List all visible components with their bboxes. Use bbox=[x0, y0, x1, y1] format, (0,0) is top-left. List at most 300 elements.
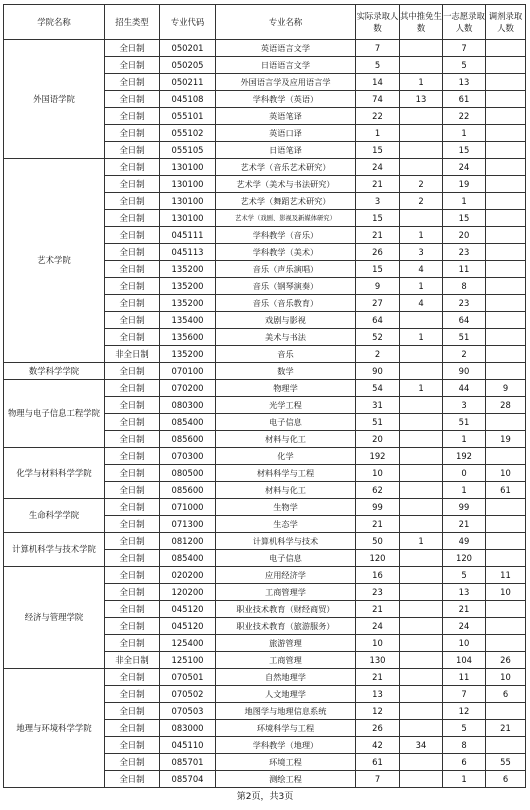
adjusted-count-cell bbox=[486, 533, 526, 550]
actual-count-cell: 192 bbox=[356, 448, 400, 465]
major-cell: 工商管理 bbox=[216, 652, 356, 669]
college-name-cell: 生命科学学院 bbox=[4, 499, 105, 533]
code-cell: 070100 bbox=[160, 363, 216, 380]
code-cell: 085400 bbox=[160, 550, 216, 567]
major-cell: 美术与书法 bbox=[216, 329, 356, 346]
first-choice-count-cell: 51 bbox=[443, 329, 486, 346]
code-cell: 050205 bbox=[160, 57, 216, 74]
college-name-cell: 计算机科学与技术学院 bbox=[4, 533, 105, 567]
first-choice-count-cell: 24 bbox=[443, 618, 486, 635]
major-cell: 英语语言文学 bbox=[216, 40, 356, 57]
adjusted-count-cell bbox=[486, 295, 526, 312]
code-cell: 135200 bbox=[160, 278, 216, 295]
major-cell: 生物学 bbox=[216, 499, 356, 516]
type-cell: 全日制 bbox=[105, 686, 160, 703]
table-row bbox=[4, 567, 526, 584]
actual-count-cell: 64 bbox=[356, 312, 400, 329]
code-cell: 135200 bbox=[160, 261, 216, 278]
major-cell: 环境工程 bbox=[216, 754, 356, 771]
adjusted-count-cell bbox=[486, 125, 526, 142]
type-cell: 全日制 bbox=[105, 618, 160, 635]
first-choice-count-cell: 0 bbox=[443, 465, 486, 482]
first-choice-count-cell: 2 bbox=[443, 346, 486, 363]
college-name-cell: 艺术学院 bbox=[4, 159, 105, 363]
table-row bbox=[4, 669, 526, 686]
first-choice-count-cell: 1 bbox=[443, 771, 486, 788]
table-row bbox=[4, 159, 526, 176]
first-choice-count-cell: 61 bbox=[443, 91, 486, 108]
type-cell: 全日制 bbox=[105, 754, 160, 771]
code-cell: 085400 bbox=[160, 414, 216, 431]
type-cell: 全日制 bbox=[105, 516, 160, 533]
major-cell: 学科教学（地理） bbox=[216, 737, 356, 754]
actual-count-cell: 15 bbox=[356, 210, 400, 227]
exempt-count-cell bbox=[400, 312, 443, 329]
actual-count-cell: 22 bbox=[356, 108, 400, 125]
type-cell: 全日制 bbox=[105, 771, 160, 788]
code-cell: 045120 bbox=[160, 601, 216, 618]
first-choice-count-cell: 22 bbox=[443, 108, 486, 125]
college-name-cell: 物理与电子信息工程学院 bbox=[4, 380, 105, 448]
major-cell: 外国语言学及应用语言学 bbox=[216, 74, 356, 91]
adjusted-count-cell bbox=[486, 703, 526, 720]
actual-count-cell: 12 bbox=[356, 703, 400, 720]
first-choice-count-cell: 12 bbox=[443, 703, 486, 720]
first-choice-count-cell: 8 bbox=[443, 737, 486, 754]
actual-count-cell: 61 bbox=[356, 754, 400, 771]
type-cell: 全日制 bbox=[105, 397, 160, 414]
actual-count-cell: 7 bbox=[356, 40, 400, 57]
code-cell: 135200 bbox=[160, 346, 216, 363]
type-cell: 全日制 bbox=[105, 159, 160, 176]
adjusted-count-cell: 11 bbox=[486, 567, 526, 584]
actual-count-cell: 99 bbox=[356, 499, 400, 516]
adjusted-count-cell: 19 bbox=[486, 431, 526, 448]
adjusted-count-cell bbox=[486, 40, 526, 57]
type-cell: 全日制 bbox=[105, 465, 160, 482]
exempt-count-cell: 13 bbox=[400, 91, 443, 108]
first-choice-count-cell: 120 bbox=[443, 550, 486, 567]
type-cell: 全日制 bbox=[105, 193, 160, 210]
code-cell: 130100 bbox=[160, 210, 216, 227]
exempt-count-cell bbox=[400, 601, 443, 618]
type-cell: 全日制 bbox=[105, 125, 160, 142]
exempt-count-cell bbox=[400, 516, 443, 533]
major-cell: 音乐（音乐教育） bbox=[216, 295, 356, 312]
exempt-count-cell: 2 bbox=[400, 176, 443, 193]
actual-count-cell: 42 bbox=[356, 737, 400, 754]
college-name-cell: 地理与环境科学学院 bbox=[4, 669, 105, 788]
actual-count-cell: 130 bbox=[356, 652, 400, 669]
type-cell: 全日制 bbox=[105, 601, 160, 618]
first-choice-count-cell: 104 bbox=[443, 652, 486, 669]
actual-count-cell: 1 bbox=[356, 125, 400, 142]
actual-count-cell: 24 bbox=[356, 159, 400, 176]
major-cell: 材料与化工 bbox=[216, 482, 356, 499]
code-cell: 120200 bbox=[160, 584, 216, 601]
exempt-count-cell bbox=[400, 210, 443, 227]
type-cell: 全日制 bbox=[105, 414, 160, 431]
actual-count-cell: 21 bbox=[356, 176, 400, 193]
major-cell: 工商管理学 bbox=[216, 584, 356, 601]
type-cell: 全日制 bbox=[105, 431, 160, 448]
table-row bbox=[4, 380, 526, 397]
first-choice-count-cell: 5 bbox=[443, 57, 486, 74]
type-cell: 全日制 bbox=[105, 737, 160, 754]
type-cell: 全日制 bbox=[105, 533, 160, 550]
code-cell: 070503 bbox=[160, 703, 216, 720]
code-cell: 071000 bbox=[160, 499, 216, 516]
first-choice-count-cell: 192 bbox=[443, 448, 486, 465]
first-choice-count-cell: 1 bbox=[443, 193, 486, 210]
table-row bbox=[4, 363, 526, 380]
first-choice-count-cell: 13 bbox=[443, 584, 486, 601]
exempt-count-cell bbox=[400, 482, 443, 499]
code-cell: 070501 bbox=[160, 669, 216, 686]
major-cell: 音乐（钢琴演奏） bbox=[216, 278, 356, 295]
code-cell: 080500 bbox=[160, 465, 216, 482]
exempt-count-cell bbox=[400, 703, 443, 720]
adjusted-count-cell: 10 bbox=[486, 584, 526, 601]
exempt-count-cell: 1 bbox=[400, 227, 443, 244]
major-cell: 日语语言文学 bbox=[216, 57, 356, 74]
exempt-count-cell: 1 bbox=[400, 74, 443, 91]
major-cell: 艺术学（戏剧、影视及新媒体研究） bbox=[216, 210, 356, 227]
adjusted-count-cell bbox=[486, 414, 526, 431]
code-cell: 050201 bbox=[160, 40, 216, 57]
major-cell: 学科教学（英语） bbox=[216, 91, 356, 108]
first-choice-count-cell: 21 bbox=[443, 516, 486, 533]
adjusted-count-cell: 6 bbox=[486, 771, 526, 788]
exempt-count-cell bbox=[400, 635, 443, 652]
type-cell: 非全日制 bbox=[105, 652, 160, 669]
type-cell: 全日制 bbox=[105, 363, 160, 380]
actual-count-cell: 21 bbox=[356, 516, 400, 533]
adjusted-count-cell bbox=[486, 737, 526, 754]
adjusted-count-cell bbox=[486, 346, 526, 363]
exempt-count-cell bbox=[400, 159, 443, 176]
first-choice-count-cell: 49 bbox=[443, 533, 486, 550]
exempt-count-cell bbox=[400, 57, 443, 74]
code-cell: 081200 bbox=[160, 533, 216, 550]
type-cell: 全日制 bbox=[105, 108, 160, 125]
adjusted-count-cell: 26 bbox=[486, 652, 526, 669]
first-choice-count-cell: 44 bbox=[443, 380, 486, 397]
type-cell: 全日制 bbox=[105, 176, 160, 193]
adjusted-count-cell: 21 bbox=[486, 720, 526, 737]
header-type: 招生类型 bbox=[105, 5, 160, 40]
major-cell: 自然地理学 bbox=[216, 669, 356, 686]
code-cell: 085704 bbox=[160, 771, 216, 788]
type-cell: 全日制 bbox=[105, 567, 160, 584]
type-cell: 全日制 bbox=[105, 312, 160, 329]
actual-count-cell: 15 bbox=[356, 261, 400, 278]
header-adjusted: 调剂录取人数 bbox=[486, 5, 526, 40]
actual-count-cell: 13 bbox=[356, 686, 400, 703]
header-exempt: 其中推免生数 bbox=[400, 5, 443, 40]
exempt-count-cell bbox=[400, 669, 443, 686]
code-cell: 071300 bbox=[160, 516, 216, 533]
actual-count-cell: 50 bbox=[356, 533, 400, 550]
major-cell: 英语笔译 bbox=[216, 108, 356, 125]
code-cell: 130100 bbox=[160, 176, 216, 193]
type-cell: 全日制 bbox=[105, 550, 160, 567]
exempt-count-cell: 1 bbox=[400, 329, 443, 346]
type-cell: 全日制 bbox=[105, 91, 160, 108]
first-choice-count-cell: 8 bbox=[443, 278, 486, 295]
exempt-count-cell bbox=[400, 686, 443, 703]
exempt-count-cell bbox=[400, 448, 443, 465]
actual-count-cell: 10 bbox=[356, 635, 400, 652]
college-name-cell: 数学科学学院 bbox=[4, 363, 105, 380]
major-cell: 应用经济学 bbox=[216, 567, 356, 584]
actual-count-cell: 27 bbox=[356, 295, 400, 312]
adjusted-count-cell bbox=[486, 312, 526, 329]
major-cell: 测绘工程 bbox=[216, 771, 356, 788]
actual-count-cell: 3 bbox=[356, 193, 400, 210]
code-cell: 070502 bbox=[160, 686, 216, 703]
exempt-count-cell bbox=[400, 142, 443, 159]
major-cell: 音乐 bbox=[216, 346, 356, 363]
exempt-count-cell: 4 bbox=[400, 295, 443, 312]
code-cell: 045120 bbox=[160, 618, 216, 635]
first-choice-count-cell: 15 bbox=[443, 210, 486, 227]
exempt-count-cell bbox=[400, 397, 443, 414]
type-cell: 全日制 bbox=[105, 448, 160, 465]
type-cell: 全日制 bbox=[105, 584, 160, 601]
adjusted-count-cell bbox=[486, 193, 526, 210]
first-choice-count-cell: 3 bbox=[443, 397, 486, 414]
actual-count-cell: 14 bbox=[356, 74, 400, 91]
first-choice-count-cell: 99 bbox=[443, 499, 486, 516]
code-cell: 020200 bbox=[160, 567, 216, 584]
header-actual: 实际录取人数 bbox=[356, 5, 400, 40]
major-cell: 艺术学（音乐艺术研究） bbox=[216, 159, 356, 176]
exempt-count-cell: 3 bbox=[400, 244, 443, 261]
code-cell: 135400 bbox=[160, 312, 216, 329]
first-choice-count-cell: 11 bbox=[443, 261, 486, 278]
exempt-count-cell bbox=[400, 499, 443, 516]
adjusted-count-cell bbox=[486, 142, 526, 159]
code-cell: 045113 bbox=[160, 244, 216, 261]
major-cell: 日语笔译 bbox=[216, 142, 356, 159]
type-cell: 全日制 bbox=[105, 482, 160, 499]
type-cell: 非全日制 bbox=[105, 346, 160, 363]
code-cell: 135200 bbox=[160, 295, 216, 312]
actual-count-cell: 21 bbox=[356, 601, 400, 618]
exempt-count-cell bbox=[400, 363, 443, 380]
first-choice-count-cell: 5 bbox=[443, 567, 486, 584]
type-cell: 全日制 bbox=[105, 261, 160, 278]
table-row bbox=[4, 499, 526, 516]
type-cell: 全日制 bbox=[105, 210, 160, 227]
actual-count-cell: 52 bbox=[356, 329, 400, 346]
code-cell: 130100 bbox=[160, 159, 216, 176]
major-cell: 音乐（声乐演唱） bbox=[216, 261, 356, 278]
first-choice-count-cell: 24 bbox=[443, 159, 486, 176]
first-choice-count-cell: 11 bbox=[443, 669, 486, 686]
first-choice-count-cell: 1 bbox=[443, 431, 486, 448]
code-cell: 050211 bbox=[160, 74, 216, 91]
type-cell: 全日制 bbox=[105, 720, 160, 737]
adjusted-count-cell bbox=[486, 176, 526, 193]
exempt-count-cell bbox=[400, 652, 443, 669]
adjusted-count-cell bbox=[486, 261, 526, 278]
major-cell: 艺术学（美术与书法研究） bbox=[216, 176, 356, 193]
actual-count-cell: 26 bbox=[356, 244, 400, 261]
major-cell: 旅游管理 bbox=[216, 635, 356, 652]
major-cell: 戏剧与影视 bbox=[216, 312, 356, 329]
actual-count-cell: 120 bbox=[356, 550, 400, 567]
actual-count-cell: 26 bbox=[356, 720, 400, 737]
adjusted-count-cell: 10 bbox=[486, 465, 526, 482]
major-cell: 数学 bbox=[216, 363, 356, 380]
code-cell: 085600 bbox=[160, 482, 216, 499]
actual-count-cell: 21 bbox=[356, 227, 400, 244]
adjusted-count-cell: 61 bbox=[486, 482, 526, 499]
exempt-count-cell bbox=[400, 414, 443, 431]
actual-count-cell: 54 bbox=[356, 380, 400, 397]
actual-count-cell: 2 bbox=[356, 346, 400, 363]
actual-count-cell: 7 bbox=[356, 771, 400, 788]
first-choice-count-cell: 7 bbox=[443, 40, 486, 57]
header-college: 学院名称 bbox=[4, 5, 105, 40]
type-cell: 全日制 bbox=[105, 635, 160, 652]
major-cell: 生态学 bbox=[216, 516, 356, 533]
adjusted-count-cell bbox=[486, 601, 526, 618]
major-cell: 材料与化工 bbox=[216, 431, 356, 448]
major-cell: 职业技术教育（财经商贸） bbox=[216, 601, 356, 618]
exempt-count-cell bbox=[400, 40, 443, 57]
code-cell: 070300 bbox=[160, 448, 216, 465]
major-cell: 人文地理学 bbox=[216, 686, 356, 703]
first-choice-count-cell: 13 bbox=[443, 74, 486, 91]
adjusted-count-cell bbox=[486, 516, 526, 533]
major-cell: 计算机科学与技术 bbox=[216, 533, 356, 550]
type-cell: 全日制 bbox=[105, 499, 160, 516]
college-name-cell: 化学与材料科学学院 bbox=[4, 448, 105, 499]
major-cell: 学科教学（音乐） bbox=[216, 227, 356, 244]
type-cell: 全日制 bbox=[105, 669, 160, 686]
code-cell: 085600 bbox=[160, 431, 216, 448]
first-choice-count-cell: 1 bbox=[443, 125, 486, 142]
code-cell: 125400 bbox=[160, 635, 216, 652]
type-cell: 全日制 bbox=[105, 703, 160, 720]
code-cell: 085701 bbox=[160, 754, 216, 771]
exempt-count-cell: 2 bbox=[400, 193, 443, 210]
adjusted-count-cell bbox=[486, 57, 526, 74]
actual-count-cell: 62 bbox=[356, 482, 400, 499]
code-cell: 125100 bbox=[160, 652, 216, 669]
type-cell: 全日制 bbox=[105, 142, 160, 159]
code-cell: 083000 bbox=[160, 720, 216, 737]
adjusted-count-cell bbox=[486, 363, 526, 380]
exempt-count-cell: 4 bbox=[400, 261, 443, 278]
type-cell: 全日制 bbox=[105, 278, 160, 295]
college-name-cell: 外国语学院 bbox=[4, 40, 105, 159]
first-choice-count-cell: 20 bbox=[443, 227, 486, 244]
adjusted-count-cell bbox=[486, 227, 526, 244]
first-choice-count-cell: 51 bbox=[443, 414, 486, 431]
major-cell: 地图学与地理信息系统 bbox=[216, 703, 356, 720]
exempt-count-cell bbox=[400, 465, 443, 482]
adjusted-count-cell bbox=[486, 329, 526, 346]
table-header-row bbox=[4, 5, 526, 40]
adjusted-count-cell: 6 bbox=[486, 686, 526, 703]
adjusted-count-cell bbox=[486, 244, 526, 261]
first-choice-count-cell: 23 bbox=[443, 244, 486, 261]
code-cell: 045108 bbox=[160, 91, 216, 108]
adjusted-count-cell: 28 bbox=[486, 397, 526, 414]
adjusted-count-cell bbox=[486, 278, 526, 295]
type-cell: 全日制 bbox=[105, 244, 160, 261]
table-row bbox=[4, 448, 526, 465]
exempt-count-cell bbox=[400, 618, 443, 635]
major-cell: 学科教学（美术） bbox=[216, 244, 356, 261]
adjusted-count-cell bbox=[486, 499, 526, 516]
header-first-choice: 一志愿录取人数 bbox=[443, 5, 486, 40]
first-choice-count-cell: 19 bbox=[443, 176, 486, 193]
first-choice-count-cell: 7 bbox=[443, 686, 486, 703]
code-cell: 070200 bbox=[160, 380, 216, 397]
adjusted-count-cell: 10 bbox=[486, 669, 526, 686]
type-cell: 全日制 bbox=[105, 329, 160, 346]
actual-count-cell: 16 bbox=[356, 567, 400, 584]
admission-table bbox=[3, 4, 526, 788]
code-cell: 055102 bbox=[160, 125, 216, 142]
code-cell: 045111 bbox=[160, 227, 216, 244]
adjusted-count-cell bbox=[486, 550, 526, 567]
major-cell: 化学 bbox=[216, 448, 356, 465]
type-cell: 全日制 bbox=[105, 40, 160, 57]
exempt-count-cell: 1 bbox=[400, 380, 443, 397]
exempt-count-cell: 1 bbox=[400, 533, 443, 550]
first-choice-count-cell: 15 bbox=[443, 142, 486, 159]
major-cell: 环境科学与工程 bbox=[216, 720, 356, 737]
table-row bbox=[4, 533, 526, 550]
type-cell: 全日制 bbox=[105, 227, 160, 244]
actual-count-cell: 24 bbox=[356, 618, 400, 635]
major-cell: 光学工程 bbox=[216, 397, 356, 414]
major-cell: 物理学 bbox=[216, 380, 356, 397]
adjusted-count-cell bbox=[486, 635, 526, 652]
exempt-count-cell bbox=[400, 754, 443, 771]
actual-count-cell: 15 bbox=[356, 142, 400, 159]
first-choice-count-cell: 10 bbox=[443, 635, 486, 652]
actual-count-cell: 51 bbox=[356, 414, 400, 431]
adjusted-count-cell: 55 bbox=[486, 754, 526, 771]
actual-count-cell: 5 bbox=[356, 57, 400, 74]
exempt-count-cell bbox=[400, 584, 443, 601]
table-row bbox=[4, 40, 526, 57]
adjusted-count-cell bbox=[486, 74, 526, 91]
exempt-count-cell bbox=[400, 771, 443, 788]
table-body bbox=[4, 40, 526, 788]
major-cell: 艺术学（舞蹈艺术研究） bbox=[216, 193, 356, 210]
first-choice-count-cell: 90 bbox=[443, 363, 486, 380]
major-cell: 电子信息 bbox=[216, 550, 356, 567]
exempt-count-cell bbox=[400, 346, 443, 363]
actual-count-cell: 21 bbox=[356, 669, 400, 686]
first-choice-count-cell: 5 bbox=[443, 720, 486, 737]
type-cell: 全日制 bbox=[105, 57, 160, 74]
first-choice-count-cell: 23 bbox=[443, 295, 486, 312]
major-cell: 职业技术教育（旅游服务） bbox=[216, 618, 356, 635]
code-cell: 135600 bbox=[160, 329, 216, 346]
actual-count-cell: 23 bbox=[356, 584, 400, 601]
adjusted-count-cell bbox=[486, 159, 526, 176]
type-cell: 全日制 bbox=[105, 74, 160, 91]
